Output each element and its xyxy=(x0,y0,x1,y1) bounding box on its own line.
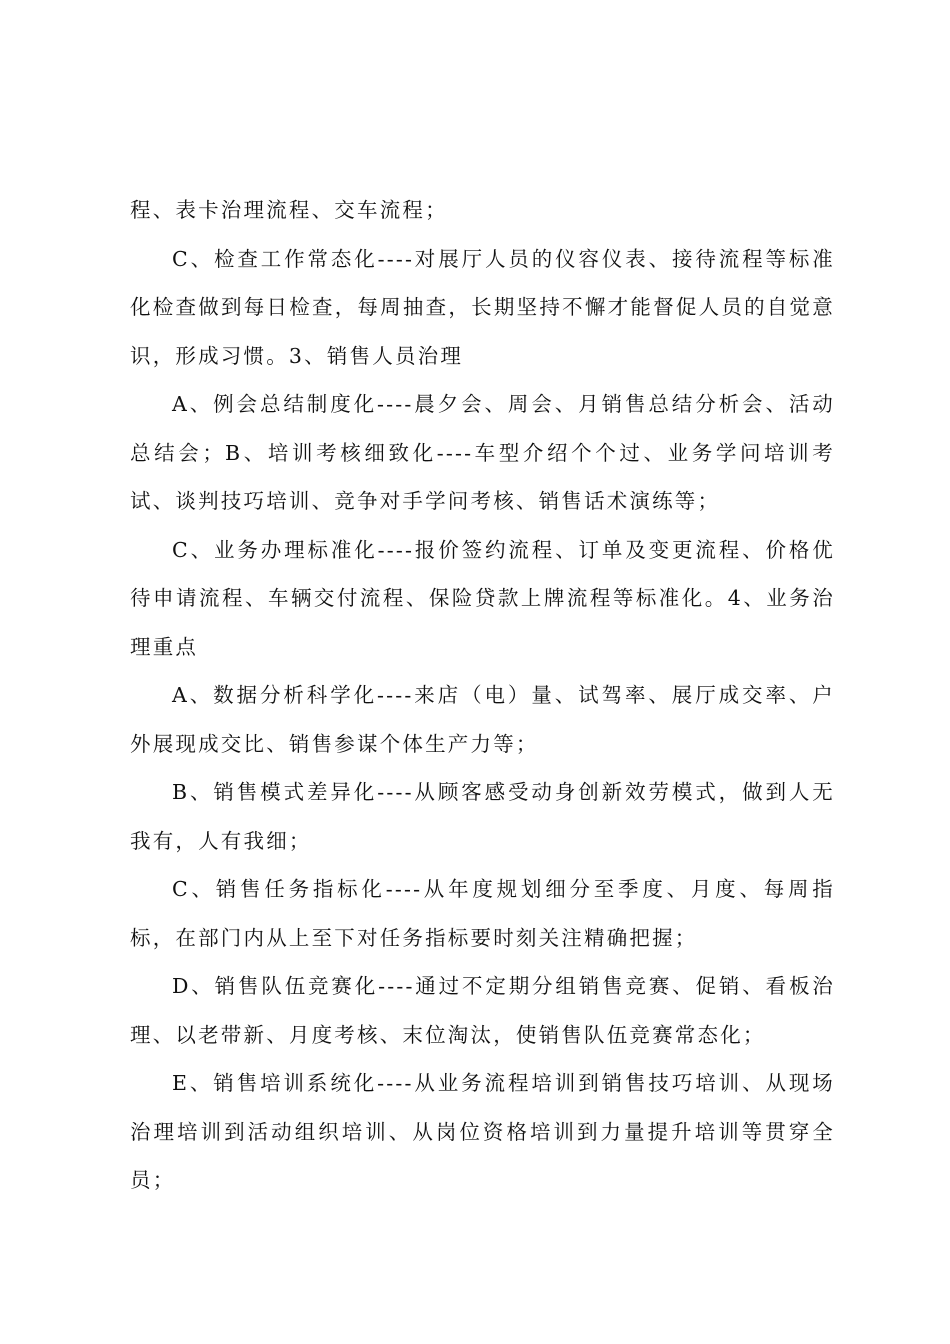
paragraph-sales-competition: D、销售队伍竞赛化----通过不定期分组销售竞赛、促销、看板治理、以老带新、月度考核、末位淘汰，使销售队伍竞赛常态化； xyxy=(130,974,835,1047)
paragraph-data-analysis: A、数据分析科学化----来店（电）量、试驾率、展厅成交率、户外展现成交比、销售参谋个体生产力等； xyxy=(130,683,835,756)
paragraph-process-continuation: 程、表卡治理流程、交车流程； xyxy=(130,198,448,222)
paragraph-sales-mode: B、销售模式差异化----从顾客感受动身创新效劳模式，做到人无我有，人有我细； xyxy=(130,780,835,853)
paragraph-sales-training: E、销售培训系统化----从业务流程培训到销售技巧培训、从现场治理培训到活动组织培训、从岗位资格培训到力量提升培训等贯穿全员； xyxy=(130,1071,835,1192)
paragraph-business-standardization: C、业务办理标准化----报价签约流程、订单及变更流程、价格优待申请流程、车辆交付流程、保险贷款上牌流程等标准化。4、业务治理重点 xyxy=(130,537,835,659)
document-body xyxy=(130,186,835,1205)
paragraph-sales-targets: C、销售任务指标化----从年度规划细分至季度、月度、每周指标，在部门内从上至下对任务指标要时刻关注精确把握； xyxy=(130,877,835,950)
paragraph-inspection-routine: C、检查工作常态化----对展厅人员的仪容仪表、接待流程等标准化检查做到每日检查，每周抽查，长期坚持不懈才能督促人员的自觉意识，形成习惯。3、销售人员治理 xyxy=(130,246,835,368)
paragraph-meeting-training: A、例会总结制度化----晨夕会、周会、月销售总结分析会、活动总结会；B、培训考核细致化----车型介绍个个过、业务学问培训考试、谈判技巧培训、竞争对手学问考核、销售话术演练等； xyxy=(130,392,835,513)
